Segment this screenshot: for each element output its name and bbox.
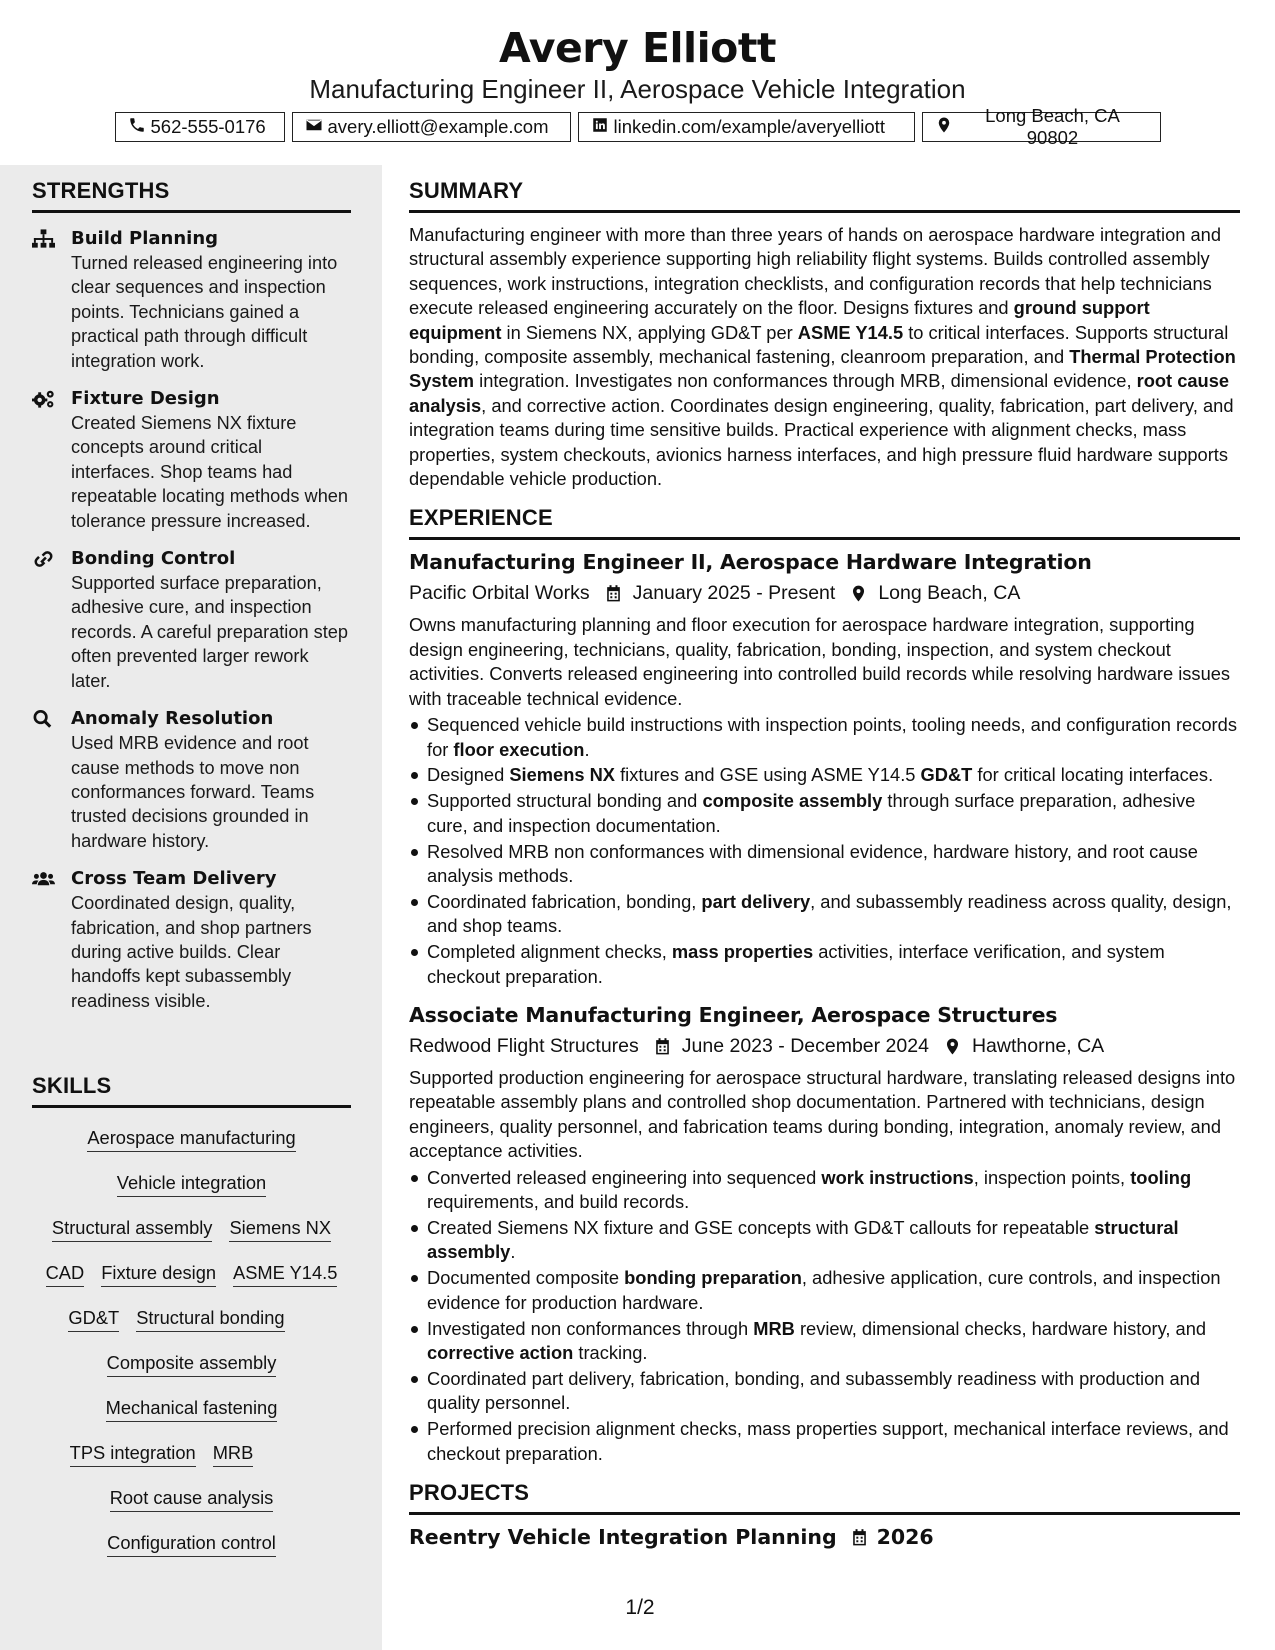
map-pin-icon — [943, 1037, 962, 1056]
sidebar — [0, 165, 382, 1650]
list-item: Performed precision alignment checks, mass properties support, mechanical interface reviews, and checkout preparation. — [409, 1417, 1240, 1466]
strength-desc: Supported surface preparation, adhesive cure, and inspection records. A careful preparation step often prevented larger rework later. — [71, 573, 349, 691]
job-bullets — [409, 1166, 1240, 1466]
job-meta — [409, 1032, 1240, 1060]
location-text: Long Beach, CA 90802 — [985, 105, 1120, 148]
skills-heading: SKILLS — [32, 1073, 351, 1108]
job-location: Hawthorne, CA — [971, 1035, 1105, 1058]
job-description: Supported production engineering for aerospace structural hardware, translating released designs into repeatable assembly plans and controlled shop documentation. Partnered with technicians, design engineers, quality personnel, and fabrication teams during bonding, integration, anomaly review, and acceptance activities. — [409, 1067, 1236, 1162]
job-title: Manufacturing Engineer II, Aerospace Hardware Integration — [409, 550, 1092, 575]
experience-section — [409, 505, 1240, 1466]
contact-bar — [0, 105, 1275, 148]
list-item: Resolved MRB non conformances with dimensional evidence, hardware history, and root cause analysis methods. — [409, 840, 1240, 889]
skill-tag: Aerospace manufacturing — [87, 1126, 295, 1152]
strength-title: Fixture Design — [71, 388, 220, 410]
list-item: Investigated non conformances through MRB review, dimensional checks, hardware history, and corrective action tracking. — [409, 1317, 1240, 1366]
skill-tag: Fixture design — [101, 1261, 216, 1287]
skill-tag: MRB — [213, 1441, 254, 1467]
job-title: Associate Manufacturing Engineer, Aerospace Structures — [409, 1003, 1058, 1028]
company-name: Redwood Flight Structures — [409, 1035, 639, 1058]
map-pin-icon — [935, 116, 953, 139]
summary-heading: SUMMARY — [409, 178, 1240, 213]
job-location: Long Beach, CA — [878, 582, 1021, 605]
users-icon — [32, 869, 56, 889]
project-title: Reentry Vehicle Integration Planning — [409, 1525, 837, 1550]
strength-title: Bonding Control — [71, 548, 236, 570]
list-item: Supported structural bonding and composite assembly through surface preparation, adhesive cure, and inspection documentation. — [409, 789, 1240, 838]
list-item: Converted released engineering into sequenced work instructions, inspection points, tooling requirements, and build records. — [409, 1166, 1240, 1215]
strength-title: Anomaly Resolution — [71, 708, 274, 730]
list-item: Coordinated fabrication, bonding, part delivery, and subassembly readiness across quality, design, and shop teams. — [409, 890, 1240, 939]
list-item: Completed alignment checks, mass properties activities, interface verification, and system checkout preparation. — [409, 940, 1240, 989]
strength-item — [32, 227, 351, 373]
list-item: Documented composite bonding preparation, adhesive application, cure controls, and inspection evidence for production hardware. — [409, 1266, 1240, 1315]
job-description: Owns manufacturing planning and floor execution for aerospace hardware integration, supporting design engineering, technicians, quality, fabrication, bonding, inspection, and system checkout activities. Converts released engineering into controlled build records while resolving hardware issues with traceable technical evidence. — [409, 614, 1231, 709]
skill-tag: Root cause analysis — [110, 1486, 274, 1512]
summary-paragraph: Manufacturing engineer with more than three years of hands on aerospace hardware integration and structural assembly experience supporting high reliability flight systems. Builds controlled assembly sequences, work instructions, integration checklists, and configuration records that help technicians execute released engineering accurately on the floor. Designs fixtures and ground support equipment in Siemens NX, applying GD&T per ASME Y14.5 to critical interfaces. Supports structural bonding, composite assembly, mechanical fastening, cleanroom preparation, and Thermal Protection System integration. Investigates non conformances through MRB, dimensional evidence, root cause analysis, and corrective action. Coordinates design engineering, quality, fabrication, part delivery, and integration teams during time sensitive builds. Practical experience with alignment checks, mass properties, system checkouts, avionics harness interfaces, and high pressure fluid hardware supports dependable vehicle production. — [409, 224, 1236, 490]
list-item: Coordinated part delivery, fabrication, bonding, and subassembly readiness with production and quality personnel. — [409, 1367, 1240, 1416]
project-entry — [409, 1523, 1240, 1551]
skill-tag: Mechanical fastening — [106, 1396, 278, 1422]
job-meta — [409, 579, 1240, 607]
list-item: Created Siemens NX fixture and GSE concepts with GD&T callouts for repeatable structural assembly. — [409, 1216, 1240, 1265]
contact-location — [922, 105, 1161, 148]
strengths-heading: STRENGTHS — [32, 178, 351, 213]
strength-desc: Coordinated design, quality, fabrication, and shop partners during active builds. Clear handoffs kept subassembly readiness visible. — [71, 893, 312, 1011]
job-dates: June 2023 - December 2024 — [681, 1035, 929, 1058]
calendar-icon — [604, 584, 623, 603]
gears-icon — [32, 389, 56, 409]
phone-icon — [128, 116, 146, 139]
summary-section — [409, 178, 1240, 491]
skill-tag: CAD — [46, 1261, 85, 1287]
page-number: 1/2 — [625, 1596, 655, 1619]
strength-item — [32, 387, 351, 533]
strength-item — [32, 867, 351, 1013]
list-item: Designed Siemens NX fixtures and GSE using ASME Y14.5 GD&T for critical locating interfaces. — [409, 763, 1240, 787]
strength-desc: Turned released engineering into clear sequences and inspection points. Technicians gained a practical path through difficult integration work. — [71, 253, 338, 371]
link-icon — [32, 549, 56, 569]
experience-heading: EXPERIENCE — [409, 505, 1240, 540]
calendar-icon — [653, 1037, 672, 1056]
job-entry — [409, 548, 1240, 989]
skill-tag: ASME Y14.5 — [233, 1261, 337, 1287]
contact-linkedin[interactable] — [578, 112, 915, 142]
linkedin-text: linkedin.com/example/averyelliott — [613, 116, 885, 137]
skill-tag: Vehicle integration — [117, 1171, 266, 1197]
company-name: Pacific Orbital Works — [409, 582, 590, 605]
strength-desc: Created Siemens NX fixture concepts around critical interfaces. Shop teams had repeatable locating methods when tolerance pressure increased. — [71, 413, 349, 531]
sitemap-icon — [32, 229, 56, 249]
skill-tag: Composite assembly — [107, 1351, 277, 1377]
strength-desc: Used MRB evidence and root cause methods to move non conformances forward. Teams trusted decisions grounded in hardware history. — [71, 733, 315, 851]
contact-phone[interactable] — [115, 112, 285, 142]
contact-email[interactable] — [292, 112, 571, 142]
phone-text: 562-555-0176 — [150, 116, 266, 137]
calendar-icon — [850, 1528, 869, 1547]
strength-title: Build Planning — [71, 228, 219, 249]
skills-list — [32, 1126, 351, 1557]
list-item: Sequenced vehicle build instructions with inspection points, tooling needs, and configuration records for floor execution. — [409, 713, 1240, 762]
resume-header — [0, 20, 1275, 148]
search-icon — [32, 709, 56, 729]
skill-tag: Configuration control — [107, 1531, 276, 1557]
email-text: avery.elliott@example.com — [327, 116, 549, 137]
projects-section — [409, 1480, 1240, 1551]
job-bullets — [409, 713, 1240, 989]
skill-tag: Structural bonding — [136, 1306, 284, 1332]
projects-heading: PROJECTS — [409, 1480, 1240, 1515]
candidate-headline: Manufacturing Engineer II, Aerospace Vehicle Integration — [309, 74, 966, 104]
candidate-name: Avery Elliott — [498, 24, 777, 72]
job-entry — [409, 1001, 1240, 1466]
strength-item — [32, 547, 351, 693]
envelope-icon — [305, 116, 323, 139]
map-pin-icon — [849, 584, 868, 603]
job-dates: January 2025 - Present — [632, 582, 836, 605]
skill-tag: TPS integration — [70, 1441, 196, 1467]
project-date: 2026 — [876, 1525, 934, 1550]
strengths-section — [32, 178, 351, 1013]
skill-tag: Siemens NX — [229, 1216, 331, 1242]
strength-item — [32, 707, 351, 853]
main-column — [409, 165, 1240, 1551]
strength-title: Cross Team Delivery — [71, 868, 277, 890]
linkedin-icon — [591, 116, 609, 139]
skills-section — [32, 1073, 351, 1557]
skill-tag: Structural assembly — [52, 1216, 213, 1242]
skill-tag: GD&T — [68, 1306, 119, 1332]
